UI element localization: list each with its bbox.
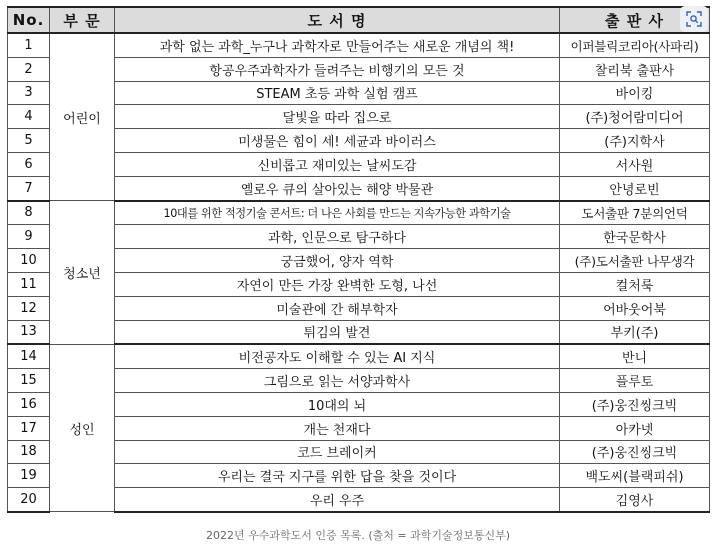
book-title: 튀김의 발견 (115, 320, 560, 344)
row-number: 10 (8, 249, 50, 273)
book-title: 10대를 위한 적정기술 콘서트: 더 나은 사회를 만드는 지속가능한 과학기술 (115, 201, 560, 225)
row-number: 1 (8, 33, 50, 57)
table-row (8, 201, 710, 225)
book-list-table (7, 6, 710, 513)
publisher-name: 컬처룩 (560, 272, 710, 296)
row-number: 14 (8, 344, 50, 368)
row-number: 9 (8, 225, 50, 249)
publisher-name: (주)웅진씽크빅 (560, 392, 710, 416)
publisher-name: 부키(주) (560, 320, 710, 344)
caption: 2022년 우수과학도서 인증 목록. (출처 = 과학기술정보통신부) (205, 529, 511, 542)
book-title: 신비롭고 재미있는 날씨도감 (115, 152, 560, 176)
book-title: 10대의 뇌 (115, 392, 560, 416)
row-number: 7 (8, 176, 50, 200)
publisher-name: 안녕로빈 (560, 176, 710, 200)
header-no: No. (8, 7, 50, 33)
category-cell: 어린이 (50, 33, 115, 201)
visual-search-icon-glyph (686, 11, 702, 27)
publisher-name: (주)청어람미디어 (560, 105, 710, 129)
publisher-name: 백도씨(블랙피쉬) (560, 464, 710, 488)
book-title: 그림으로 읽는 서양과학사 (115, 369, 560, 393)
publisher-name: 서사원 (560, 152, 710, 176)
row-number: 2 (8, 57, 50, 81)
table-body (8, 33, 710, 512)
header-row (8, 7, 710, 33)
book-title: 우리는 결국 지구를 위한 답을 찾을 것이다 (115, 464, 560, 488)
row-number: 20 (8, 488, 50, 512)
table-row (8, 33, 710, 57)
publisher-name: (주)지학사 (560, 129, 710, 153)
publisher-name: 도서출판 7분의언덕 (560, 201, 710, 225)
book-title: 우리 우주 (115, 488, 560, 512)
publisher-name: 한국문학사 (560, 225, 710, 249)
row-number: 6 (8, 152, 50, 176)
publisher-name: 플루토 (560, 369, 710, 393)
category-cell: 청소년 (50, 201, 115, 345)
row-number: 5 (8, 129, 50, 153)
book-title: 개는 천재다 (115, 416, 560, 440)
header-title: 도 서 명 (115, 7, 560, 33)
book-title: 과학, 인문으로 탐구하다 (115, 225, 560, 249)
row-number: 8 (8, 201, 50, 225)
table-row (8, 344, 710, 368)
category-cell: 성인 (50, 344, 115, 512)
book-title: 비전공자도 이해할 수 있는 AI 지식 (115, 344, 560, 368)
row-number: 18 (8, 440, 50, 464)
visual-search-icon[interactable] (680, 6, 708, 32)
row-number: 4 (8, 105, 50, 129)
row-number: 13 (8, 320, 50, 344)
book-title: 미술관에 간 해부학자 (115, 296, 560, 320)
publisher-name: 바이킹 (560, 81, 710, 105)
book-title: 코드 브레이커 (115, 440, 560, 464)
row-number: 17 (8, 416, 50, 440)
book-title: 항공우주과학자가 들려주는 비행기의 모든 것 (115, 57, 560, 81)
header-publisher: 출 판 사 (560, 7, 710, 33)
publisher-name: 김영사 (560, 488, 710, 512)
row-number: 19 (8, 464, 50, 488)
publisher-name: 찰리북 출판사 (560, 57, 710, 81)
row-number: 3 (8, 81, 50, 105)
book-title: 달빛을 따라 집으로 (115, 105, 560, 129)
publisher-name: (주)웅진씽크빅 (560, 440, 710, 464)
publisher-name: 어바웃어북 (560, 296, 710, 320)
row-number: 16 (8, 392, 50, 416)
publisher-name: 반니 (560, 344, 710, 368)
publisher-name: (주)도서출판 나무생각 (560, 249, 710, 273)
book-title: 자연이 만든 가장 완벽한 도형, 나선 (115, 272, 560, 296)
publisher-name: 아카넷 (560, 416, 710, 440)
row-number: 11 (8, 272, 50, 296)
header-category: 부 문 (50, 7, 115, 33)
book-title: 궁금했어, 양자 역학 (115, 249, 560, 273)
book-title: 과학 없는 과학_누구나 과학자로 만들어주는 새로운 개념의 책! (115, 33, 560, 57)
book-title: 미생물은 힘이 세! 세균과 바이러스 (115, 129, 560, 153)
row-number: 15 (8, 369, 50, 393)
book-title: STEAM 초등 과학 실험 캠프 (115, 81, 560, 105)
book-title: 옐로우 큐의 살아있는 해양 박물관 (115, 176, 560, 200)
row-number: 12 (8, 296, 50, 320)
publisher-name: 이퍼블릭코리아(사파리) (560, 33, 710, 57)
